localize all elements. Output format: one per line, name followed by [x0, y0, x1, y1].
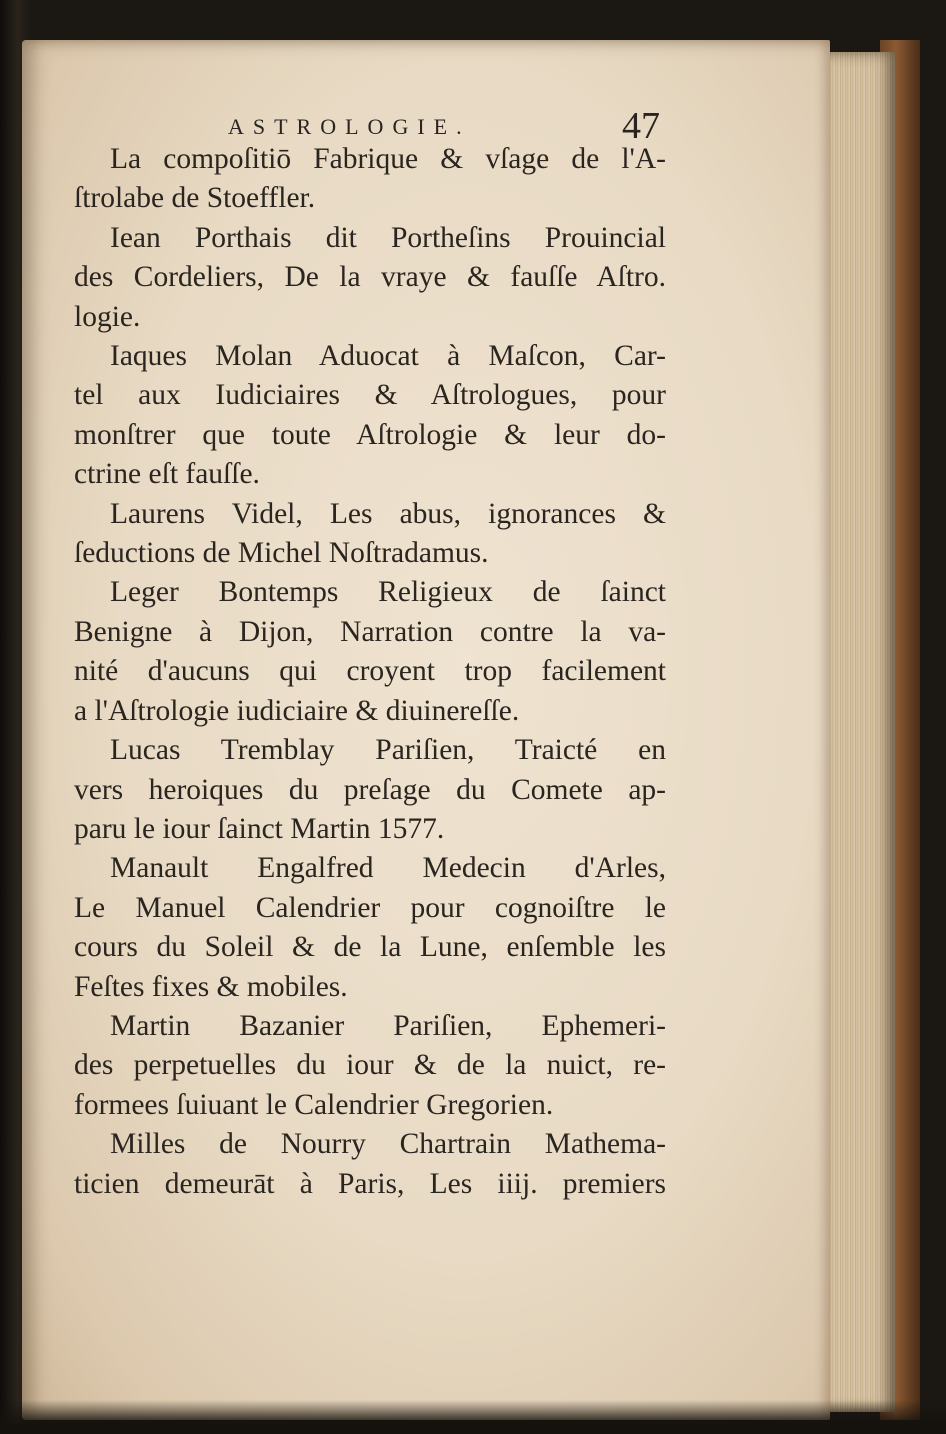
text-line: des Cordeliers, De la vraye & fauſſe Aſtro. — [74, 261, 666, 294]
text-line: Leger Bontemps Religieux de ſainct — [110, 576, 666, 609]
text-line: Milles de Nourry Chartrain Mathema- — [110, 1128, 666, 1161]
text-line: cours du Soleil & de la Lune, enſemble les — [74, 931, 666, 964]
text-line: Iean Porthais dit Portheſins Prouincial — [110, 221, 666, 254]
text-line: ctrine eſt fauſſe. — [74, 458, 260, 491]
page-number: 47 — [622, 105, 660, 147]
text-line: Feſtes fixes & mobiles. — [74, 970, 348, 1003]
text-line: La compoſitiō Fabrique & vſage de l'A- — [110, 143, 666, 175]
text-line: a l'Aſtrologie iudiciaire & diuinereſſe. — [74, 694, 520, 727]
text-line: ſeductions de Michel Noſtradamus. — [74, 537, 489, 570]
text-line: Le Manuel Calendrier pour cognoiſtre le — [74, 891, 666, 924]
paragraph — [74, 849, 666, 1007]
running-head: ASTROLOGIE. — [228, 114, 471, 139]
text-line: ſtrolabe de Stoeffler. — [74, 182, 316, 215]
text-line: Laurens Videl, Les abus, ignorances & — [110, 497, 666, 530]
text-line: Lucas Tremblay Pariſien, Traicté en — [110, 734, 666, 767]
paragraph — [74, 140, 666, 219]
text-line: logie. — [74, 300, 141, 333]
text-line: monſtrer que toute Aſtrologie & leur do- — [74, 418, 666, 451]
page-edges — [826, 52, 896, 1412]
paragraph — [74, 337, 666, 495]
text-line: Martin Bazanier Pariſien, Ephemeri- — [110, 1009, 666, 1042]
text-line: nité d'aucuns qui croyent trop facilement — [74, 655, 666, 688]
text-line: ticien demeurāt à Paris, Les iiij. premiers — [74, 1167, 666, 1200]
text-line: vers heroiques du preſage du Comete ap- — [74, 773, 666, 806]
text-line: tel aux Iudiciaires & Aſtrologues, pour — [74, 379, 666, 412]
text-line: paru le iour ſainct Martin 1577. — [74, 812, 445, 845]
paragraph — [74, 219, 666, 337]
text-line: Iaques Molan Aduocat à Maſcon, Car- — [110, 340, 666, 373]
paragraph — [74, 495, 666, 574]
paragraph — [74, 573, 666, 731]
text-line: Benigne à Dijon, Narration contre la va- — [74, 615, 666, 648]
paragraph — [74, 1125, 666, 1204]
text-line: des perpetuelles du iour & de la nuict, re- — [74, 1049, 666, 1082]
page-body-text — [74, 140, 666, 1204]
text-line: Manault Engalfred Medecin d'Arles, — [110, 852, 666, 885]
text-line: formees ſuiuant le Calendrier Gregorien. — [74, 1088, 554, 1121]
paragraph — [74, 1007, 666, 1125]
bottom-shadow — [0, 1400, 946, 1434]
paragraph — [74, 731, 666, 849]
